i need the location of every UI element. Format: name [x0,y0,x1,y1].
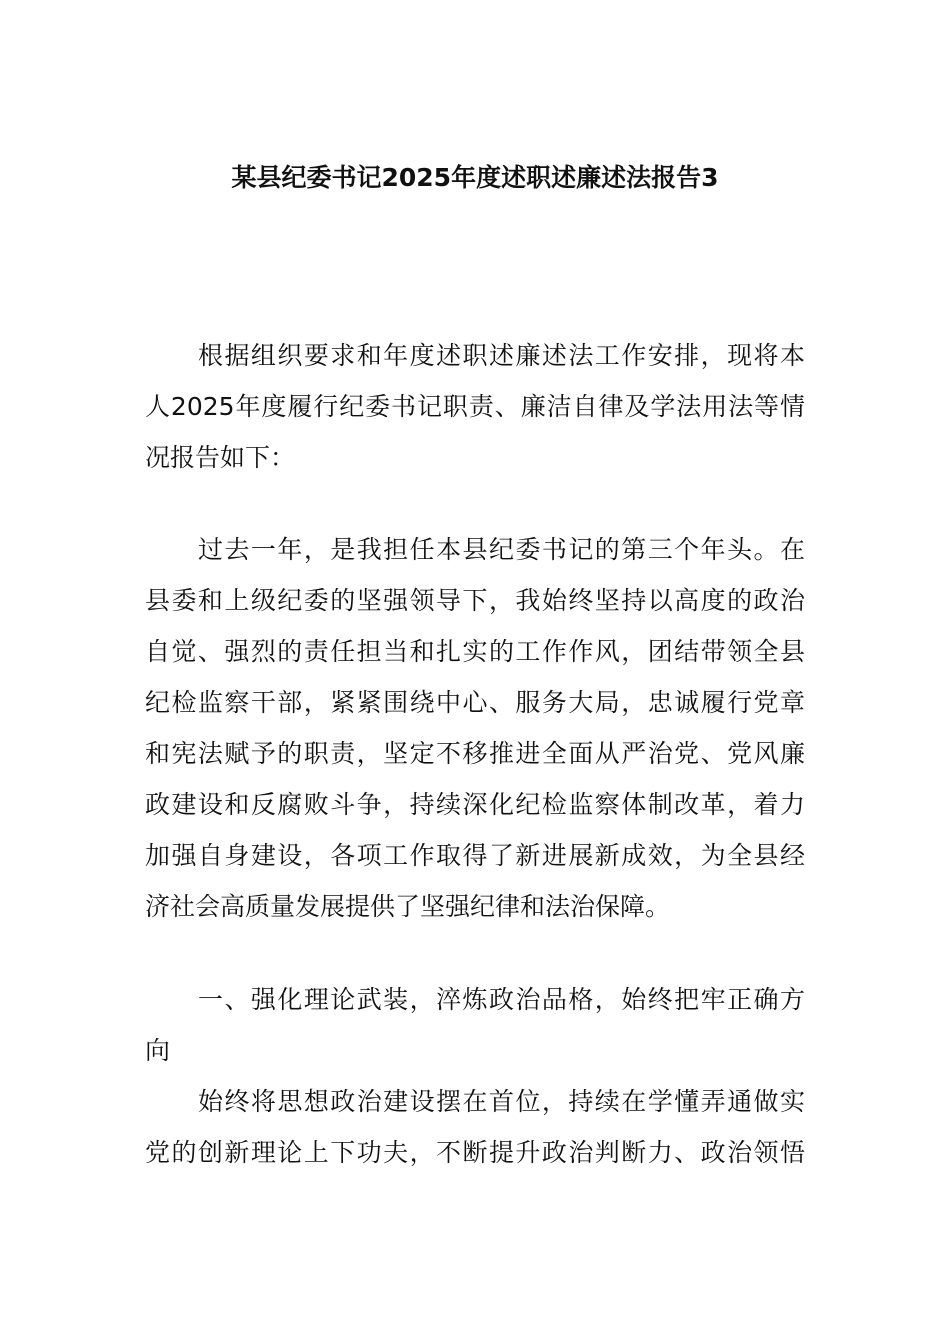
text-line: 况报告如下： [145,443,296,472]
paragraph-summary [145,524,805,932]
text-line: 根据组织要求和年度述职述廉述法工作安排，现将本 [198,341,805,370]
section-heading-1 [145,974,805,1076]
text-line: 人2025年度履行纪委书记职责、廉洁自律及学法用法等情 [145,392,805,421]
text-line: 向 [145,1036,171,1065]
text-line: 始终将思想政治建设摆在首位，持续在学懂弄通做实 [198,1087,805,1116]
text-line: 济社会高质量发展提供了坚强纪律和法治保障。 [145,892,671,921]
text-line: 县委和上级纪委的坚强领导下，我始终坚持以高度的政治 [145,586,805,615]
text-line: 自觉、强烈的责任担当和扎实的工作作风，团结带领全县 [145,637,805,666]
document-title: 某县纪委书记2025年度述职述廉述法报告3 [231,163,719,192]
paragraph-section-1 [145,1076,805,1178]
text-line: 政建设和反腐败斗争，持续深化纪检监察体制改革，着力 [145,790,805,819]
text-line: 一、强化理论武装，淬炼政治品格，始终把牢正确方 [198,985,805,1014]
text-line: 和宪法赋予的职责，坚定不移推进全面从严治党、党风廉 [145,739,805,768]
text-line: 党的创新理论上下功夫，不断提升政治判断力、政治领悟 [145,1138,805,1167]
text-line: 加强自身建设，各项工作取得了新进展新成效，为全县经 [145,841,805,870]
text-line: 过去一年，是我担任本县纪委书记的第三个年头。在 [198,535,805,564]
text-line: 纪检监察干部，紧紧围绕中心、服务大局，忠诚履行党章 [145,688,805,717]
paragraph-intro [145,330,805,483]
